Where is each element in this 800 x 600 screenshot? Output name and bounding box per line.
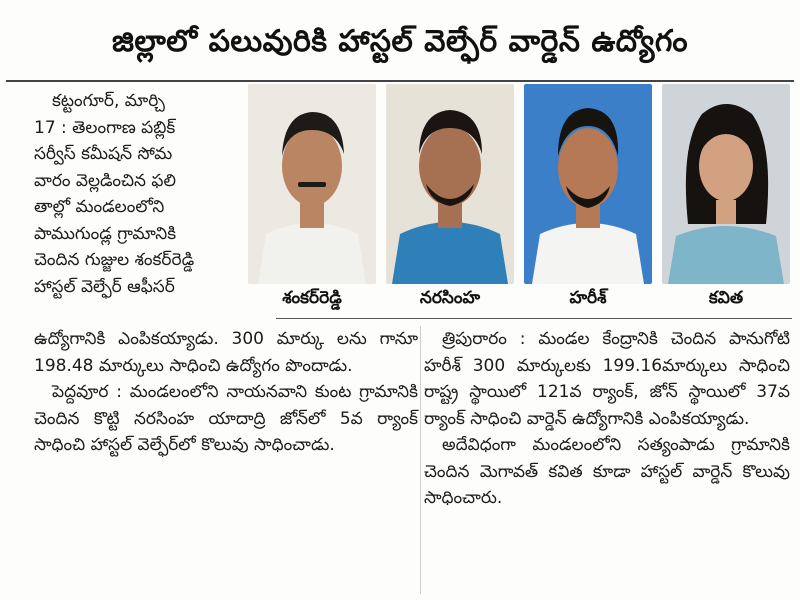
column-separator xyxy=(420,326,421,594)
caption-shankar-reddy: శంకర్‌రెడ్డి xyxy=(282,288,342,308)
headline-rule xyxy=(6,80,794,82)
caption-narasimha: నరసింహ xyxy=(419,288,481,308)
kavitha-paragraph: అదేవిధంగా మండలంలోని సత్యంపాడు గ్రామానికి చెందిన మెగావత్ కవిత కూడా హాస్టల్ వార్డెన్ కొలువు సాధించారు. xyxy=(424,435,790,508)
photo-strip xyxy=(248,84,792,320)
caption-kavitha: కవిత xyxy=(708,288,744,308)
caption-harish: హరీశ్ xyxy=(569,288,607,308)
lead-line: వారం వెల్లడించిన ఫలి xyxy=(34,170,176,191)
photo-shankar-reddy xyxy=(248,84,376,284)
left-column xyxy=(34,326,418,459)
lead-line: సర్వీస్ కమీషన్ సోమ xyxy=(34,144,173,164)
lead-line: పాముగుండ్ల గ్రామానికి xyxy=(34,223,177,244)
headline: జిల్లాలో పలువురికి హాస్టల్ వెల్ఫేర్ వార్డెన్ ఉద్యోగం xyxy=(111,24,689,59)
peddavura-paragraph: పెద్దవూర : మండలంలోని నాయనవాని కుంట గ్రామానికి చెందిన కొట్టి నరసింహ యాదాద్రి జోన్‌లో 5వ ర్యాంక్ సాధించి హాస్టల్ వెల్ఫేర్‌లో కొలువు సాధించాడు. xyxy=(34,382,418,455)
photo-divider xyxy=(276,318,792,319)
photo-harish xyxy=(524,84,652,284)
photo-narasimha xyxy=(386,84,514,284)
photo-kavitha xyxy=(662,84,790,284)
right-column xyxy=(424,326,790,512)
lead-column xyxy=(34,88,244,300)
tripuraram-paragraph: త్రిపురారం : మండల కేంద్రానికి చెందిన పానుగోటి హరీశ్ 300 మార్కులకు 199.16మార్కులు సాధించి రాష్ట్ర స్థాయిలో 121వ ర్యాంక్, జోన్ స్థాయిలో 37వ ర్యాంక్ సాధించి వార్డెన్ ఉద్యోగానికి ఎంపికయ్యాడు. xyxy=(424,329,790,429)
lead-line: హాస్టల్ వెల్ఫేర్ ఆఫీసర్ xyxy=(34,276,175,297)
lead-line: కట్టంగూర్, మార్చి xyxy=(52,91,165,111)
lead-line: 17 : తెలంగాణ పబ్లిక్ xyxy=(34,117,176,138)
lead-line: తాల్లో మండలంలోని xyxy=(34,197,165,217)
lead-continuation: ఉద్యోగానికి ఎంపికయ్యాడు. 300 మార్కు లను గానూ 198.48 మార్కులు సాధించి ఉద్యోగం పొందాడు. xyxy=(34,329,418,376)
lead-line: చెందిన గుజ్జుల శంకర్‌రెడ్డి xyxy=(34,250,195,270)
